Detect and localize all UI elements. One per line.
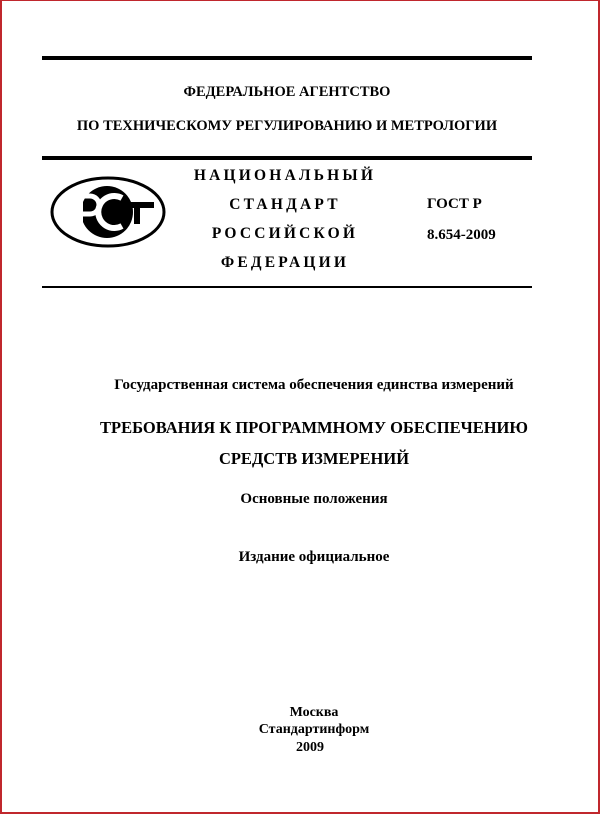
bottom-rule bbox=[42, 286, 532, 288]
document-title-line-2: СРЕДСТВ ИЗМЕРЕНИЙ bbox=[218, 449, 410, 468]
publication-city: Москва bbox=[289, 705, 339, 720]
rst-mark-icon bbox=[50, 176, 166, 248]
agency-title-line-2: ПО ТЕХНИЧЕСКОМУ РЕГУЛИРОВАНИЮ И МЕТРОЛОГИИ bbox=[76, 118, 498, 134]
publication-year: 2009 bbox=[296, 740, 324, 755]
standard-word-national: НАЦИОНАЛЬНЫЙ bbox=[193, 167, 377, 184]
publisher-name: Стандартинформ bbox=[258, 722, 370, 737]
edition-label: Издание официальное bbox=[238, 549, 390, 565]
top-rule bbox=[42, 56, 532, 60]
middle-rule bbox=[42, 156, 532, 160]
agency-title-line-1: ФЕДЕРАЛЬНОЕ АГЕНТСТВО bbox=[183, 84, 391, 100]
standard-word-standard: СТАНДАРТ bbox=[229, 196, 341, 213]
gost-label: ГОСТ Р bbox=[427, 196, 482, 212]
standard-word-russian: РОССИЙСКОЙ bbox=[211, 225, 359, 242]
system-line: Государственная система обеспечения единства измерений bbox=[114, 377, 514, 393]
standard-word-federation: ФЕДЕРАЦИИ bbox=[220, 254, 350, 271]
document-title-line-1: ТРЕБОВАНИЯ К ПРОГРАММНОМУ ОБЕСПЕЧЕНИЮ bbox=[100, 418, 528, 437]
document-subtitle: Основные положения bbox=[240, 491, 388, 507]
gost-number: 8.654-2009 bbox=[427, 227, 496, 243]
